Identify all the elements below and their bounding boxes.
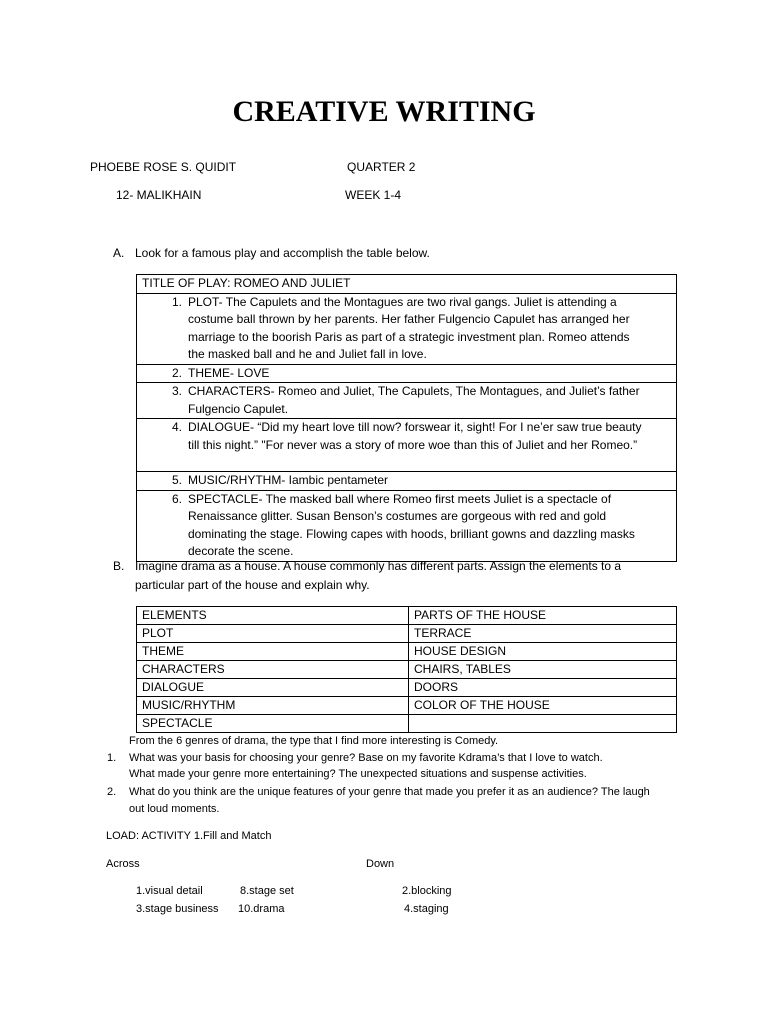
across-item: 10.drama [238, 903, 285, 915]
list-item [142, 472, 671, 490]
table-row [137, 275, 677, 294]
item-line: MUSIC/RHYTHM- Iambic pentameter [188, 473, 389, 487]
down-item: 2.blocking [402, 885, 452, 897]
across-item: 1.visual detail [136, 885, 203, 897]
table-header-row [137, 607, 677, 625]
table-row [137, 419, 677, 472]
table-cell: PLOT [137, 625, 409, 643]
item-number: 3. [171, 384, 182, 398]
part-a-instruction: Look for a famous play and accomplish the table below. [135, 246, 430, 260]
table-cell: DOORS [409, 679, 677, 697]
section-label: 12- MALIKHAIN [116, 188, 202, 202]
table-row [137, 625, 677, 643]
list-item [142, 491, 671, 561]
across-label: Across [106, 858, 140, 870]
item-number: 2. [171, 365, 182, 380]
table-cell: HOUSE DESIGN [409, 643, 677, 661]
table-cell: CHAIRS, TABLES [409, 661, 677, 679]
item-line: PLOT- The Capulets and the Montagues are two rival gangs. Juliet is attending a [188, 294, 617, 309]
list-item [142, 294, 671, 364]
header-cell-parts: PARTS OF THE HOUSE [409, 607, 677, 625]
part-b-marker: B. [113, 559, 125, 573]
table-row [137, 661, 677, 679]
table-cell: MUSIC/RHYTHM [137, 697, 409, 715]
table-row [137, 383, 677, 419]
question-2-number: 2. [107, 786, 117, 798]
question-1-follow-up: What made your genre more entertaining? The unexpected situations and suspense activities. [129, 768, 587, 780]
item-line: Renaissance glitter. Susan Benson’s costumes are gorgeous with red and gold [188, 509, 607, 523]
item-line: the masked ball and he and Juliet fall in love. [188, 347, 427, 361]
part-b-instruction-line1: Imagine drama as a house. A house commonly has different parts. Assign the elements to a [135, 559, 622, 573]
table-row [137, 364, 677, 383]
table-cell: CHARACTERS [137, 661, 409, 679]
item-line: till this night.” "For never was a story of more woe than this of Juliet and her Romeo.” [188, 437, 638, 452]
item-line: marriage to the boorish Paris as part of a strategic investment plan. Romeo attends [188, 329, 630, 344]
item-line: dominating the stage. Flowing capes with hoods, brilliant gowns and dazzling masks [188, 526, 635, 541]
table-cell: COLOR OF THE HOUSE [409, 697, 677, 715]
quarter-label: QUARTER 2 [347, 160, 416, 174]
item-line: DIALOGUE- “Did my heart love till now? forswear it, sight! For I ne’er saw true beauty [188, 420, 642, 434]
list-item [142, 383, 671, 418]
genre-intro: From the 6 genres of drama, the type that I find more interesting is Comedy. [129, 735, 499, 747]
item-number: 1. [171, 294, 182, 309]
question-1: What was your basis for choosing your genre? Base on my favorite Kdrama’s that I love to watch. [129, 752, 603, 764]
item-number: 4. [171, 420, 182, 434]
week-label: WEEK 1-4 [345, 188, 402, 202]
table-cell: TERRACE [409, 625, 677, 643]
question-1-number: 1. [107, 752, 117, 764]
table-row [137, 293, 677, 364]
list-item [142, 419, 671, 454]
table-cell: DIALOGUE [137, 679, 409, 697]
part-b-instruction-line2: particular part of the house and explain why. [135, 578, 370, 592]
table-cell: SPECTACLE [137, 715, 409, 733]
table-row [137, 679, 677, 697]
header-cell-elements: ELEMENTS [137, 607, 409, 625]
table-row [137, 643, 677, 661]
play-table [136, 274, 677, 562]
item-line: costume ball thrown by her parents. Her father Fulgencio Capulet has arranged her [188, 312, 630, 326]
load-heading: LOAD: ACTIVITY 1.Fill and Match [106, 830, 272, 842]
house-elements-table [136, 606, 677, 733]
list-item [142, 365, 671, 383]
table-row [137, 472, 677, 491]
item-number: 5. [171, 473, 182, 487]
table-row [137, 490, 677, 561]
item-number: 6. [171, 491, 182, 506]
table-cell [409, 715, 677, 733]
down-item: 4.staging [404, 903, 449, 915]
item-line: CHARACTERS- Romeo and Juliet, The Capulets, The Montagues, and Juliet’s father [188, 384, 640, 398]
play-title-cell: TITLE OF PLAY: ROMEO AND JULIET [137, 275, 677, 294]
across-item: 3.stage business [136, 903, 219, 915]
across-item: 8.stage set [240, 885, 294, 897]
question-2-line1: What do you think are the unique features of your genre that made you prefer it as an audience? The laugh [129, 786, 650, 798]
down-label: Down [366, 858, 395, 870]
item-line: decorate the scene. [188, 544, 294, 558]
table-row [137, 715, 677, 733]
page-title: CREATIVE WRITING [232, 95, 536, 128]
item-line: SPECTACLE- The masked ball where Romeo first meets Juliet is a spectacle of [188, 491, 612, 506]
table-row [137, 697, 677, 715]
item-line: THEME- LOVE [188, 365, 270, 380]
part-a-marker: A. [113, 246, 125, 260]
item-line: Fulgencio Capulet. [188, 401, 289, 416]
table-cell: THEME [137, 643, 409, 661]
student-name: PHOEBE ROSE S. QUIDIT [90, 160, 237, 174]
question-2-line2: out loud moments. [129, 803, 220, 815]
